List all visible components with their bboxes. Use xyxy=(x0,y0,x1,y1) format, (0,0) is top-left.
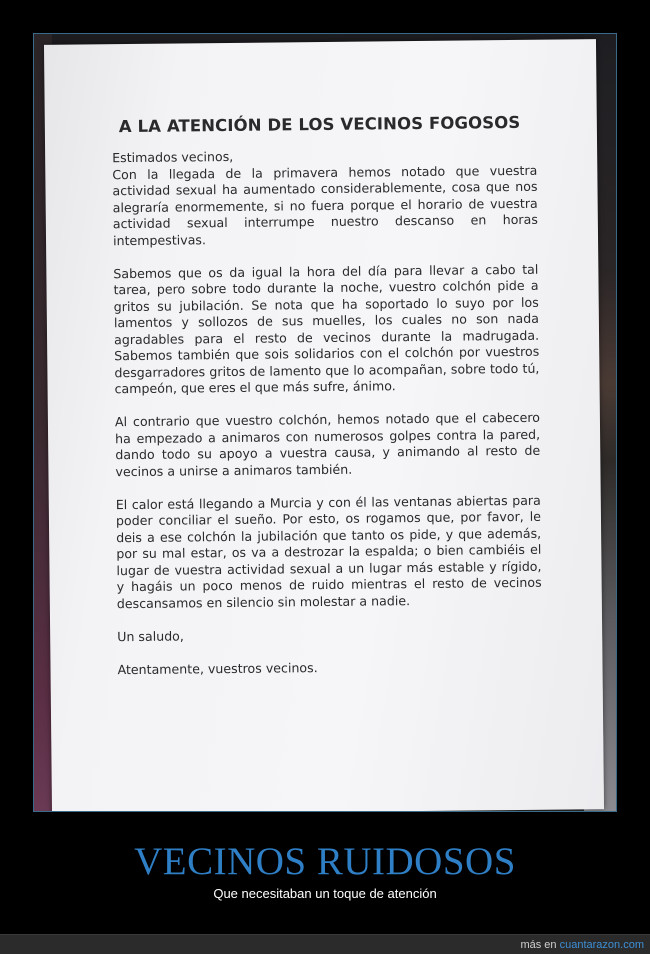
notice-paragraph-3: Al contrario que vuestro colchón, hemos notado que el cabecero ha empezado a animaros con numerosos golpes contra la pared, dando todo su apoyo a vuestra causa, y animando al resto de vecinos a unirse a animaros también. xyxy=(114,409,541,479)
footer-bar xyxy=(0,934,650,954)
footer-text xyxy=(520,937,644,953)
footer-prefix: más en xyxy=(520,939,557,951)
notice-closing: Un saludo, xyxy=(117,627,184,644)
photo xyxy=(33,33,617,812)
notice-content xyxy=(112,112,543,678)
notice-title: A LA ATENCIÓN DE LOS VECINOS FOGOSOS xyxy=(118,112,521,137)
notice-paper xyxy=(44,39,604,812)
notice-greeting: Estimados vecinos, xyxy=(112,148,234,166)
notice-paragraph-1: Con la llegada de la primavera hemos notado que vuestra actividad sexual ha aumentado considerablemente, cosa que nos alegraría enormemente, si no fuera porque el horario de vuestra actividad sexual interrumpe nuestro descanso en horas intempestivas. xyxy=(112,162,538,248)
notice-signoff: Atentamente, vuestros vecinos. xyxy=(117,659,318,677)
footer-site-link[interactable]: cuantarazon.com xyxy=(559,939,644,951)
caption-title: VECINOS RUIDOSOS xyxy=(134,840,516,883)
notice-paragraph-2: Sabemos que os da igual la hora del día para llevar a cabo tal tarea, pero sobre todo durante la noche, vuestro colchón pide a gritos su jubilación. Se nota que ha soportado lo suyo por los lamentos y sollozos de sus muelles, los cuales no son nada agradables para el resto de vecinos durante la madrugada. Sabemos también que sois solidarios con el colchón por vuestros desgarradores gritos de lamento que lo acompañan, sobre todo tú, campeón, que eres el que más sufre, ánimo. xyxy=(113,261,540,397)
caption-subtitle: Que necesitaban un toque de atención xyxy=(213,886,437,901)
notice-paragraph-4: El calor está llegando a Murcia y con él las ventanas abiertas para poder conciliar el sueño. Por esto, os rogamos que, por favor, le deis a ese colchón la jubilación que tanto os pide, y que además, por su mal estar, os va a destrozar la espalda; o bien cambiéis el lugar de vuestra actividad sexual a un lugar más estable y rígido, y hagáis un poco menos de ruido mientras el resto de vecinos descansamos en silencio sin molestar a nadie. xyxy=(115,492,542,611)
